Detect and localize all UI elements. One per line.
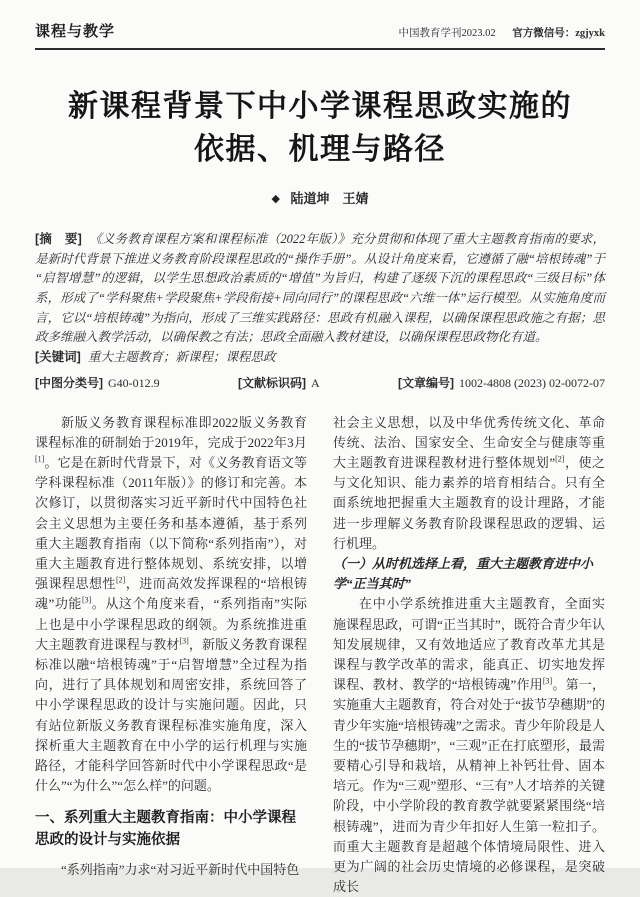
paragraph-section1-continued: 社会主义思想，以及中华优秀传统文化、革命传统、法治、国家安全、生命安全与健康等重大主题教育进课程教材进行整体规划”[2]，使之与文化知识、能力素养的培育相结合。只有全面系统地把握重大主题教育的设计理路，才能进一步理解义务教育阶段课程思政的逻辑、运行机理。 [333, 414, 605, 551]
section-heading-1: 一、系列重大主题教育指南：中小学课程思政的设计与实施依据 [35, 810, 296, 849]
meta-row [35, 374, 605, 392]
clc-number [35, 374, 160, 392]
page-header [35, 20, 605, 41]
document-code [238, 374, 320, 392]
clc-value: G40-012.9 [108, 375, 160, 390]
reference-marker: [3] [542, 676, 553, 686]
article-title [35, 86, 605, 171]
reference-marker: [2] [115, 575, 126, 585]
body-columns [35, 413, 605, 897]
diamond-icon: ◆ [271, 193, 280, 206]
keywords-label: [关键词] [35, 349, 81, 364]
article-title-line2: 依据、机理与路径 [194, 132, 446, 166]
header-rule [35, 48, 605, 50]
reference-marker: [3] [81, 596, 92, 606]
author-names: 陆道坤 王婧 [290, 191, 369, 207]
article-title-line1: 新课程背景下中小学课程思政实施的 [68, 90, 572, 123]
paragraph-subsection1: 在中小学系统推进重大主题教育，全面实施课程思政，可谓“正当其时”，既符合青少年认知发展规律，又有效地适应了教育改革尤其是课程与教学改革的需求，能真正、切实地发挥课程、教材、教学的“培根铸魂”作用[3]。第一，实施重大主题教育，符合对处于“拔节孕穗期”的青少年实施“培根铸魂”之需求。青少年阶段是人生的“拔节孕穗期”，“三观”正在打底塑形，最需要精心引导和栽培，从精神上补钙壮骨、固本培元。作为“三观”塑形、“三有”人才培养的关键阶段，中小学阶段的教育教学就要紧紧围绕“培根铸魂”，进而为青少年扣好人生第一粒扣子。而重大主题教育是超越个体情境局限性、进入更为广阔的社会历史情境的必修课程，是突破成长 [333, 596, 605, 895]
article-number-label: [文章编号] [398, 375, 454, 390]
keywords-text: 重大主题教育；新课程；课程思政 [87, 349, 276, 364]
column-section-title: 课程与教学 [35, 23, 116, 40]
paragraph-intro: 新版义务教育课程标准即2022版义务教育课程标准的研制始于2019年，完成于2022年3月[1]。它是在新时代背景下，对《义务教育语文等学科课程标准（2011年版）》的修订和完善。本次修订，以贯彻落实习近平新时代中国特色社会主义思想为主要任务和基本遵循，基于系列重大主题教育指南（以下简称“系列指南”），对重大主题教育进行整体规划、系统安排，以增强课程思想性[2]，进而高效发挥课程的“培根铸魂”功能[3]。从这个角度来看，“系列指南”实际上也是中小学课程思政的纲领。为系统推进重大主题教育进课程与教材[3]，新版义务教育课程标准以融“培根铸魂”于“启智增慧”全过程为指向，进行了具体规划和周密安排，系统回答了中小学课程思政的设计与实施问题。因此，只有站位新版义务教育课程标准实施角度，深入探析重大主题教育在中小学的运行机理与实施路径，才能科学回答新时代中小学课程思政“是什么”“为什么”“怎么样”的问题。 [35, 414, 307, 794]
wechat-id: 官方微信号：zgjyxk [512, 28, 605, 39]
article-number-value: 1002-4808 (2023) 02-0072-07 [459, 375, 605, 390]
reference-marker: [2] [555, 454, 565, 464]
keywords [35, 348, 605, 368]
paragraph-section1-start: “系列指南”力求“对习近平新时代中国特色 [61, 862, 300, 878]
reference-marker: [1] [35, 454, 45, 464]
abstract-text: 《义务教育课程方案和课程标准（2022年版）》充分贯彻和体现了重大主题教育指南的要求，是新时代背景下推进义务教育阶段课程思政的“操作手册”。从设计角度来看，它遵循了融“培根铸魂”于“启智增慧”的逻辑，以学生思想政治素质的“增值”为旨归，构建了逐级下沉的课程思政“三级目标”体系，形成了“学科聚焦+学段聚焦+学段衔接+同向同行”的课程思政“六维一体”运行模型。从实施角度而言，它以“培根铸魂”为指向，形成了三维实践路径：思政有机融入课程，以确保课程思政施之有据；思政多维融入教学活动，以确保教之有法；思政全面融入教材建设，以确保课程思政物化有道。 [35, 232, 605, 345]
abstract [35, 230, 605, 348]
document-code-value: A [311, 375, 320, 390]
subsection-heading-1: （一）从时机选择上看，重大主题教育进中小学“正当其时” [333, 555, 594, 592]
authors-line [35, 188, 605, 207]
clc-label: [中图分类号] [35, 375, 103, 390]
abstract-label: [摘 要] [35, 232, 82, 247]
right-column [333, 413, 605, 897]
front-matter [35, 230, 605, 391]
document-code-label: [文献标识码] [238, 375, 306, 390]
journal-issue: 中国教育学刊2023.02 [398, 28, 496, 39]
left-column [35, 413, 307, 897]
reference-marker: [3] [179, 636, 189, 646]
article-number [398, 374, 605, 392]
journal-info [399, 25, 606, 40]
